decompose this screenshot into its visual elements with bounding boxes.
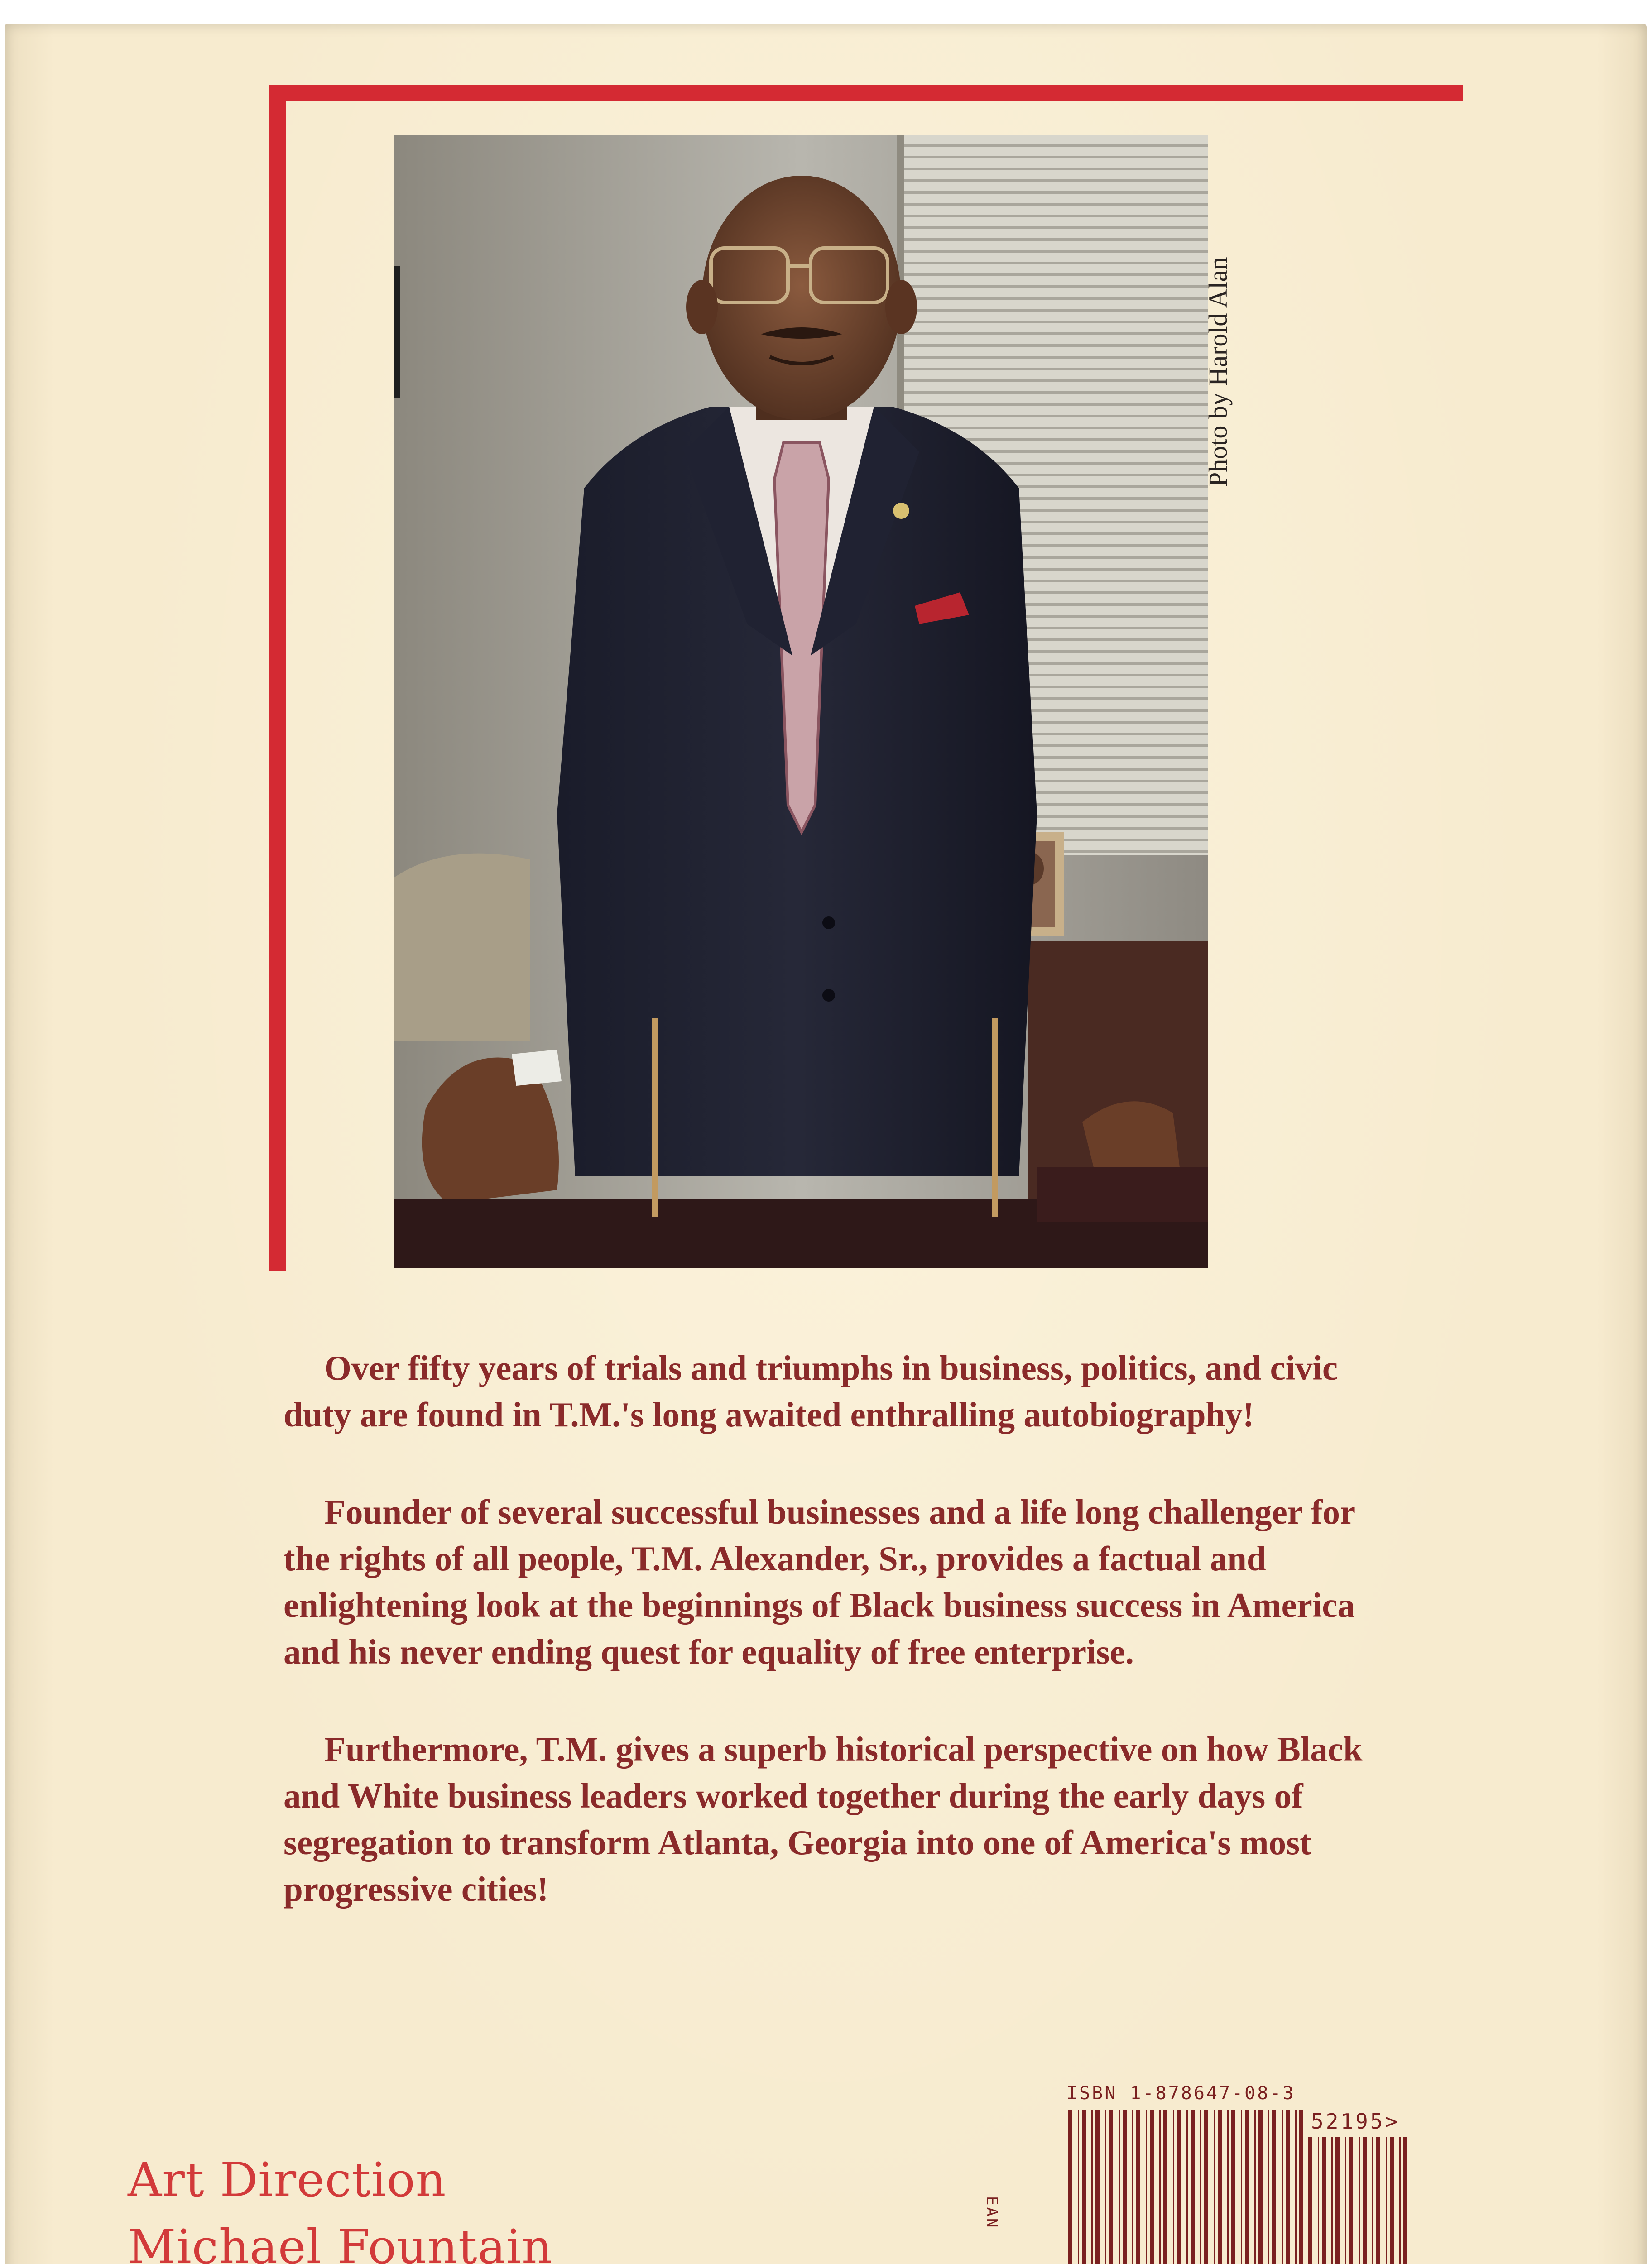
barcode-bar <box>1268 2110 1269 2264</box>
barcode-bar <box>1376 2137 1380 2264</box>
blurb-text <box>283 1345 1370 1963</box>
barcode-bar <box>1163 2110 1167 2264</box>
barcode-bar <box>1227 2110 1229 2264</box>
barcode-bar <box>1399 2137 1401 2264</box>
barcode-bar <box>1146 2110 1147 2264</box>
barcode-bar <box>1191 2110 1195 2264</box>
blurb-paragraph-2: Founder of several successful businesses and a life long challenger for the rights of all people, T.M. Alexander, Sr., provides a factual and enlightening look at the beginnings of Black business success in America and his never ending quest for equality of free enterprise. <box>283 1492 1355 1671</box>
blurb-paragraph-1: Over fifty years of trials and triumphs in business, politics, and civic duty are found in T.M.'s long awaited enthralling autobiography! <box>283 1348 1338 1434</box>
barcode-bar <box>1349 2137 1353 2264</box>
barcode-bar <box>1272 2110 1276 2264</box>
barcode-bar <box>1345 2137 1346 2264</box>
barcode-bar <box>1200 2110 1201 2264</box>
barcode-bar <box>1132 2110 1133 2264</box>
barcode-bar <box>1082 2110 1086 2264</box>
barcode-bar <box>1363 2137 1367 2264</box>
barcode-bar <box>1231 2110 1235 2264</box>
barcode-bar <box>1308 2137 1312 2264</box>
red-frame-left <box>269 85 286 1271</box>
barcode-bar <box>1095 2110 1100 2264</box>
barcode-bar <box>1214 2110 1215 2264</box>
barcode-bar <box>1258 2110 1263 2264</box>
blurb-paragraph-3: Furthermore, T.M. gives a superb historical perspective on how Black and White business leaders worked together during the early days of segregation to transform Atlanta, Georgia into one of America's most progressive cities! <box>283 1730 1363 1909</box>
barcode-bar <box>1068 2110 1072 2264</box>
barcode-bar <box>1245 2110 1249 2264</box>
barcode-bar <box>1372 2137 1373 2264</box>
author-photograph <box>394 135 1208 1268</box>
barcode-bar <box>1173 2110 1174 2264</box>
ean-barcode <box>1066 2110 1311 2264</box>
barcode-bar <box>1254 2110 1256 2264</box>
barcode-bar <box>1109 2110 1113 2264</box>
barcode-bar <box>1322 2137 1326 2264</box>
art-credit-line-1: Art Direction <box>128 2152 447 2207</box>
isbn-label: ISBN 1-878647-08-3 <box>1066 2083 1296 2104</box>
ean-label: EAN <box>983 2196 1001 2230</box>
barcode-bar <box>1286 2110 1290 2264</box>
photo-credit: Photo by Harold Alan <box>1203 257 1233 487</box>
barcode-bar <box>1318 2137 1319 2264</box>
barcode-bar <box>1119 2110 1120 2264</box>
barcode-bar <box>1150 2110 1154 2264</box>
barcode-bar <box>1218 2110 1222 2264</box>
barcode-bar <box>1186 2110 1188 2264</box>
barcode-bar <box>1282 2110 1283 2264</box>
barcode-bar <box>1123 2110 1127 2264</box>
barcode-bar <box>1078 2110 1079 2264</box>
barcode-bar <box>1295 2110 1297 2264</box>
barcode-bar <box>1403 2137 1407 2264</box>
barcode-bar <box>1331 2137 1333 2264</box>
barcode-bar <box>1105 2110 1106 2264</box>
art-credit-line-2: Michael Fountain <box>128 2219 552 2264</box>
barcode-bar <box>1204 2110 1208 2264</box>
price-addon-barcode <box>1306 2137 1415 2264</box>
barcode-bar <box>1386 2137 1387 2264</box>
barcode-bar <box>1390 2137 1394 2264</box>
barcode-bar <box>1241 2110 1242 2264</box>
art-direction-credit <box>128 2146 552 2264</box>
price-code: 52195> <box>1311 2109 1400 2134</box>
barcode-bar <box>1159 2110 1161 2264</box>
barcode-bar <box>1335 2137 1340 2264</box>
barcode-bar <box>1299 2110 1303 2264</box>
barcode-bar <box>1091 2110 1093 2264</box>
red-frame-top <box>269 85 1463 101</box>
barcode-bar <box>1136 2110 1140 2264</box>
barcode-bar <box>1359 2137 1360 2264</box>
barcode-bar <box>1177 2110 1181 2264</box>
